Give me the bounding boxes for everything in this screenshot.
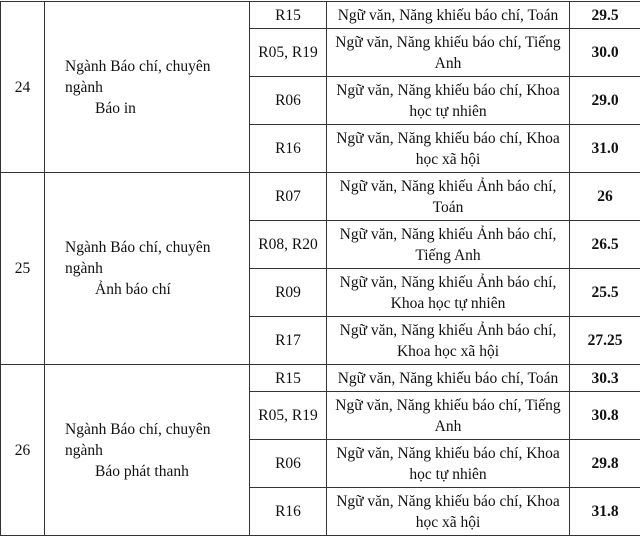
score-cell: 31.0 [570,125,640,173]
subjects-cell: Ngữ văn, Năng khiếu báo chí, Toán [327,2,570,29]
code-cell: R06 [250,77,327,125]
major-line-1: Ngành Báo chí, chuyên ngành [65,239,211,277]
score-cell: 29.8 [570,440,640,488]
code-cell: R09 [250,269,327,317]
major-cell [45,173,250,365]
code-cell: R15 [250,365,327,392]
score-cell: 25.5 [570,269,640,317]
score-cell: 27.25 [570,317,640,365]
major-line-1: Ngành Báo chí, chuyên ngành [65,420,211,459]
subjects-cell: Ngữ văn, Năng khiếu báo chí, Toán [327,365,570,392]
subjects-cell: Ngữ văn, Năng khiếu Ảnh báo chí, Khoa học tự nhiên [327,269,570,317]
code-cell: R07 [250,173,327,221]
score-cell: 26.5 [570,221,640,269]
code-cell: R05, R19 [250,392,327,440]
major-line-1: Ngành Báo chí, chuyên ngành [65,57,211,96]
code-cell: R16 [250,125,327,173]
code-cell: R15 [250,2,327,29]
score-cell: 30.8 [570,392,640,440]
subjects-cell: Ngữ văn, Năng khiếu báo chí, Khoa học xã hội [327,488,570,536]
subjects-cell: Ngữ văn, Năng khiếu báo chí, Khoa học xã hội [327,125,570,173]
subjects-cell: Ngữ văn, Năng khiếu Ảnh báo chí, Tiếng Anh [327,221,570,269]
code-cell: R08, R20 [250,221,327,269]
subjects-cell: Ngữ văn, Năng khiếu báo chí, Tiếng Anh [327,392,570,440]
table-row [1,173,640,221]
score-cell: 31.8 [570,488,640,536]
code-cell: R16 [250,488,327,536]
score-cell: 30.0 [570,29,640,77]
code-cell: R06 [250,440,327,488]
subjects-cell: Ngữ văn, Năng khiếu Ảnh báo chí, Khoa học xã hội [327,317,570,365]
code-cell: R17 [250,317,327,365]
score-cell: 26 [570,173,640,221]
subjects-cell: Ngữ văn, Năng khiếu báo chí, Khoa học tự nhiên [327,77,570,125]
major-cell [45,2,250,173]
table-row [1,365,640,392]
table-body [1,0,640,536]
major-cell [45,365,250,536]
subjects-cell: Ngữ văn, Năng khiếu báo chí, Tiếng Anh [327,29,570,77]
score-cell: 29.5 [570,2,640,29]
subjects-cell: Ngữ văn, Năng khiếu báo chí, Khoa học tự nhiên [327,440,570,488]
stt-cell: 26 [1,365,45,536]
score-cell: 30.3 [570,365,640,392]
score-cell: 29.0 [570,77,640,125]
table-row [1,2,640,29]
major-line-2: Ảnh báo chí [95,281,171,298]
code-cell: R05, R19 [250,29,327,77]
stt-cell: 25 [1,173,45,365]
subjects-cell: Ngữ văn, Năng khiếu Ảnh báo chí, Toán [327,173,570,221]
major-line-2: Báo phát thanh [95,462,189,480]
major-line-2: Báo in [95,99,136,117]
stt-cell: 24 [1,2,45,173]
